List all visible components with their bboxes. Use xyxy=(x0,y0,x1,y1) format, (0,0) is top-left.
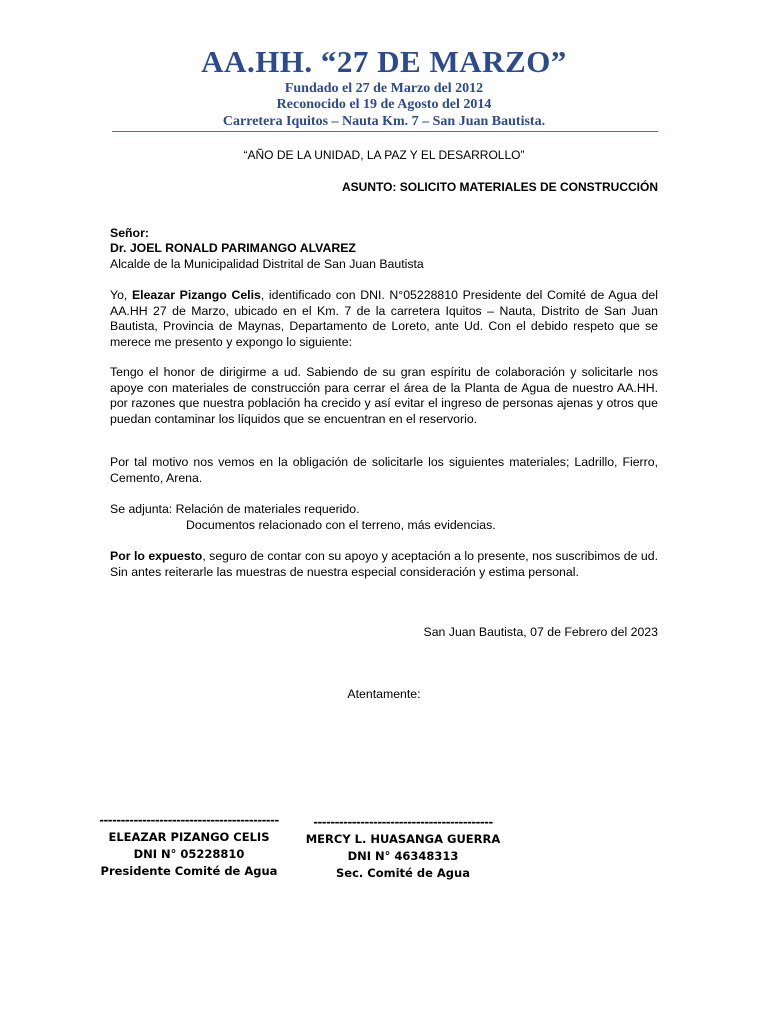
attachments xyxy=(110,502,496,533)
salutation: Señor: xyxy=(110,226,149,240)
signer-name: ELEAZAR PIZANGO CELIS xyxy=(108,830,270,844)
signer-role: Sec. Comité de Agua xyxy=(336,866,470,880)
intro-text: , identificado con DNI. N°05228810 Presidente del Comité de Agua del AA.HH 27 de Marzo, ubicado en el Km. 7 de la carretera Iquitos – Nauta, Distrito de San Juan Bautista, Provincia de Maynas, Departamento de Loreto, ante Ud. Con el debido respeto que se merece me presento y expongo lo siguiente: xyxy=(110,288,659,349)
signer-dni xyxy=(298,848,508,865)
year-motto: “AÑO DE LA UNIDAD, LA PAZ Y EL DESARROLLO” xyxy=(243,148,525,162)
dni-label: DNI N° xyxy=(347,849,395,863)
header-founded: Fundado el 27 de Marzo del 2012 xyxy=(284,81,484,96)
letter-date: San Juan Bautista, 07 de Febrero del 2023 xyxy=(423,625,658,639)
signer-dni xyxy=(86,846,292,863)
header-title: AA.HH. “27 DE MARZO” xyxy=(201,44,567,79)
paragraph-materials: Por tal motivo nos vemos en la obligación de solicitarle los siguientes materiales; Ladrillo, Fierro, Cemento, Arena. xyxy=(110,455,658,485)
addressee-role: Alcalde de la Municipalidad Distrital de San Juan Bautista xyxy=(110,257,424,271)
paragraph-request: Tengo el honor de dirigirme a ud. Sabiendo de su gran espíritu de colaboración y solicitarle nos apoye con materiales de construcción para cerrar el área de la Planta de Agua de nuestro AA.HH. por razones que nuestra población ha crecido y así evitar el ingreso de personas ajenas y otros que puedan contaminar los líquidos que se encuentran en el reservorio. xyxy=(110,365,658,426)
header-recognized: Reconocido el 19 de Agosto del 2014 xyxy=(276,97,492,112)
signature-block-secretary xyxy=(298,814,508,882)
closing-bold: Por lo expuesto xyxy=(110,549,203,563)
signature-block-president xyxy=(86,812,292,880)
addressee-name: Dr. JOEL RONALD PARIMANGO ALVAREZ xyxy=(110,241,356,255)
sender-name: Eleazar Pizango Celis xyxy=(131,288,261,302)
paragraph-intro xyxy=(110,288,658,350)
subject-line: ASUNTO: SOLICITO MATERIALES DE CONSTRUCCIÓN xyxy=(341,180,658,194)
signer-role: Presidente Comité de Agua xyxy=(100,864,278,878)
header-address: Carretera Iquitos – Nauta Km. 7 – San Juan Bautista. xyxy=(222,114,546,129)
header-divider xyxy=(112,131,658,132)
closing-salutation: Atentamente: xyxy=(347,687,421,701)
paragraph-closing xyxy=(110,549,658,580)
signature-line: ------------------------------------------ xyxy=(313,815,493,829)
dni-value: 46348313 xyxy=(394,849,459,863)
intro-prefix: Yo, xyxy=(110,288,132,302)
signer-name: MERCY L. HUASANGA GUERRA xyxy=(305,832,501,846)
signature-line: ------------------------------------------ xyxy=(99,813,279,827)
dni-value: 05228810 xyxy=(180,847,245,861)
closing-text: , seguro de contar con su apoyo y aceptación a lo presente, nos suscribimos de ud. Sin antes reiterarle las muestras de nuestra especial consideración y estima personal. xyxy=(110,549,658,579)
attachment-line-2: Documentos relacionado con el terreno, más evidencias. xyxy=(186,517,496,532)
attachment-line-1: Se adjunta: Relación de materiales requerido. xyxy=(110,502,360,516)
dni-label: DNI N° xyxy=(133,847,181,861)
